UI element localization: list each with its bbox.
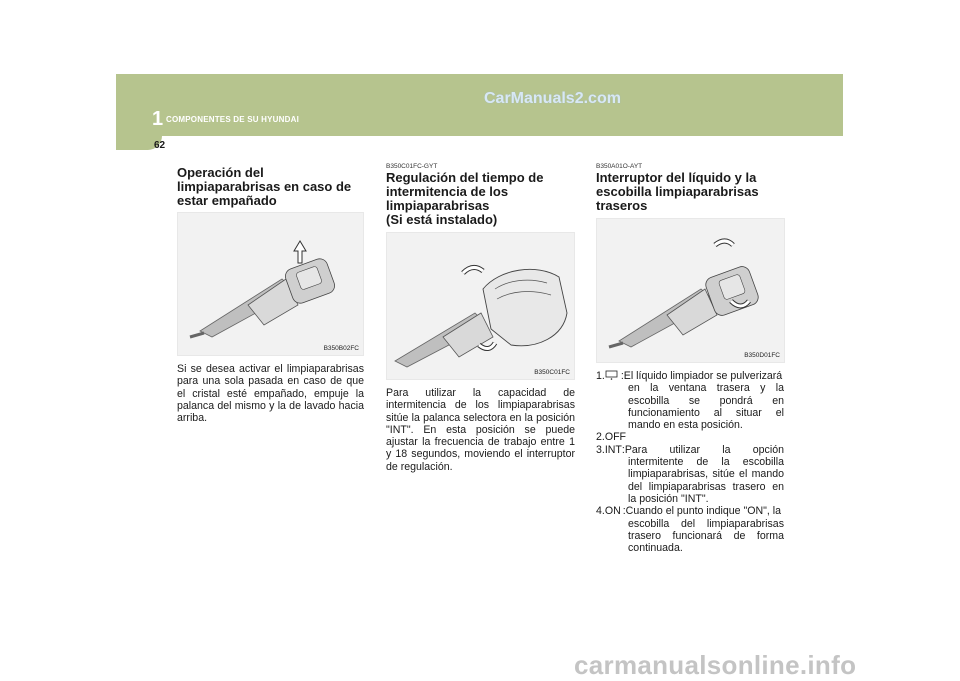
section-code: B350A01O-AYT xyxy=(596,163,643,170)
washer-spray-icon xyxy=(605,370,619,380)
item-text-rest: escobilla del limpiaparabrisas trasero funcionará de forma continuada. xyxy=(628,517,784,555)
heading-line: (Si está instalado) xyxy=(386,212,498,227)
column-intermittent-wiper xyxy=(386,163,575,473)
item-key: 4.ON xyxy=(596,505,621,518)
item-text-first: :El líquido limpiador se pulverizará xyxy=(620,370,783,382)
list-item xyxy=(596,370,784,431)
heading-line: Interruptor del líquido y la xyxy=(596,170,757,185)
item-text-rest: intermitente de la escobilla limpiaparabrisas, sitúe el mando del limpiaparabrisas trasero en la posición "INT". xyxy=(628,456,784,505)
heading-line: limpiaparabrisas xyxy=(386,198,490,213)
item-text-first: :Para utilizar la opción xyxy=(621,443,784,456)
section-heading: Operación del limpiaparabrisas en caso de estar empañado xyxy=(177,165,352,208)
item-text-rest: en la ventana trasera y la escobilla se pondrá en funcionamiento al situar el mando en esta posición. xyxy=(628,382,784,432)
page-number: 62 xyxy=(154,140,166,151)
heading-line: Regulación del tiempo de xyxy=(386,170,544,185)
heading-line: escobilla limpiaparabrisas xyxy=(596,184,759,199)
list-item xyxy=(596,431,784,443)
item-key: 2.OFF xyxy=(596,431,627,444)
footer-watermark-link[interactable]: carmanualsonline.info xyxy=(574,650,857,680)
column-fog-wiper xyxy=(177,166,364,424)
image-caption: B350D01FC xyxy=(744,352,780,359)
item-text-first: :Cuando el punto indique "ON", la xyxy=(622,505,782,518)
site-watermark-link[interactable]: CarManuals2.com xyxy=(484,90,621,107)
function-list xyxy=(596,370,784,554)
chapter-title: COMPONENTES DE SU HYUNDAI xyxy=(166,115,300,124)
rear-wiper-lever-photo xyxy=(596,218,785,363)
section-code: B350C01FC-GYT xyxy=(386,163,438,170)
item-key: 3.INT xyxy=(596,443,622,456)
header-band xyxy=(116,74,843,136)
intermittent-lever-photo xyxy=(386,232,575,380)
heading-line: traseros xyxy=(596,198,648,213)
item-key: 1. xyxy=(596,370,605,382)
chapter-number: 1 xyxy=(152,108,164,130)
section-heading xyxy=(596,171,784,213)
section-heading xyxy=(386,171,575,227)
image-caption: B350B02FC xyxy=(323,345,359,352)
wiper-lever-photo xyxy=(177,212,364,356)
rear-wiper-lever-illustration xyxy=(597,219,784,362)
body-text: Para utilizar la capacidad de intermitencia de los limpiaparabrisas sitúe la palanca selectora en la posición "INT". En esta posición se puede ajustar la frecuencia de trabajo entre 1 y 18 segundos, moviendo el interruptor de regulación. xyxy=(386,387,575,473)
image-caption: B350C01FC xyxy=(534,369,570,376)
body-text: Si se desea activar el limpiaparabrisas para una sola pasada en caso de que el cristal esté empañado, empuje la palanca del mismo y la de lavado hacia arriba. xyxy=(177,363,364,425)
hand-adjusting-lever-illustration xyxy=(387,233,574,379)
heading-line: intermitencia de los xyxy=(386,184,509,199)
wiper-lever-illustration xyxy=(178,213,363,355)
list-item xyxy=(596,505,784,554)
list-item xyxy=(596,444,784,505)
column-rear-wiper xyxy=(596,163,784,554)
